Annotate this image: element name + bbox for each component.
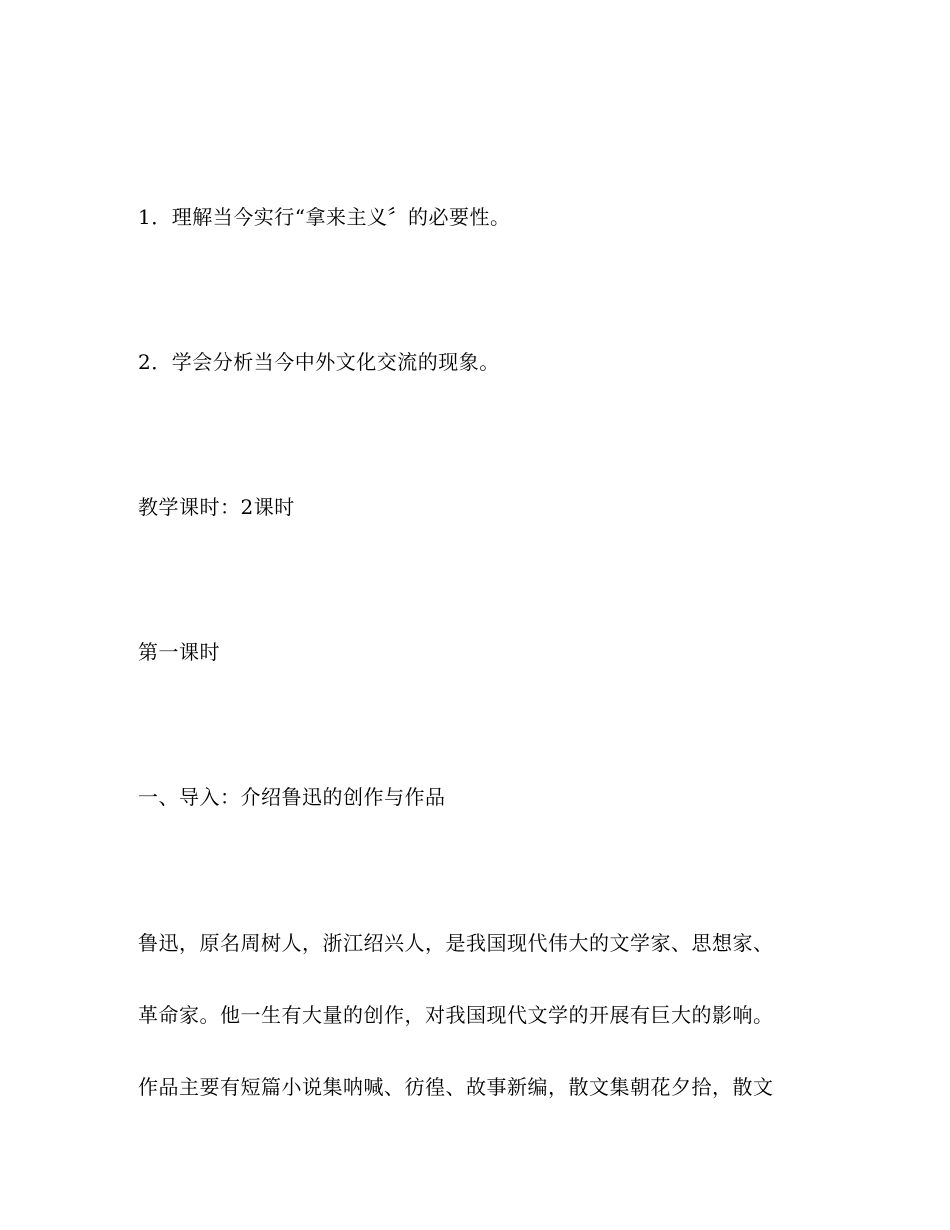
lesson-title: 第一课时 xyxy=(138,640,220,664)
objective-2: 2．学会分析当今中外文化交流的现象。 xyxy=(138,350,500,374)
section-heading: 一、导入：介绍鲁迅的创作与作品 xyxy=(138,785,446,809)
objective-1: 1．理解当今实行“拿来主义〞的必要性。 xyxy=(138,205,511,229)
paragraph-line: 革命家。他一生有大量的创作，对我国现代文学的开展有巨大的影响。 xyxy=(138,1003,774,1027)
paragraph-line: 作品主要有短篇小说集呐喊、彷徨、故事新编，散文集朝花夕拾，散文 xyxy=(138,1075,774,1099)
class-hours: 教学课时：2课时 xyxy=(138,495,295,519)
paragraph-line: 鲁迅，原名周树人，浙江绍兴人，是我国现代伟大的文学家、思想家、 xyxy=(138,931,774,955)
